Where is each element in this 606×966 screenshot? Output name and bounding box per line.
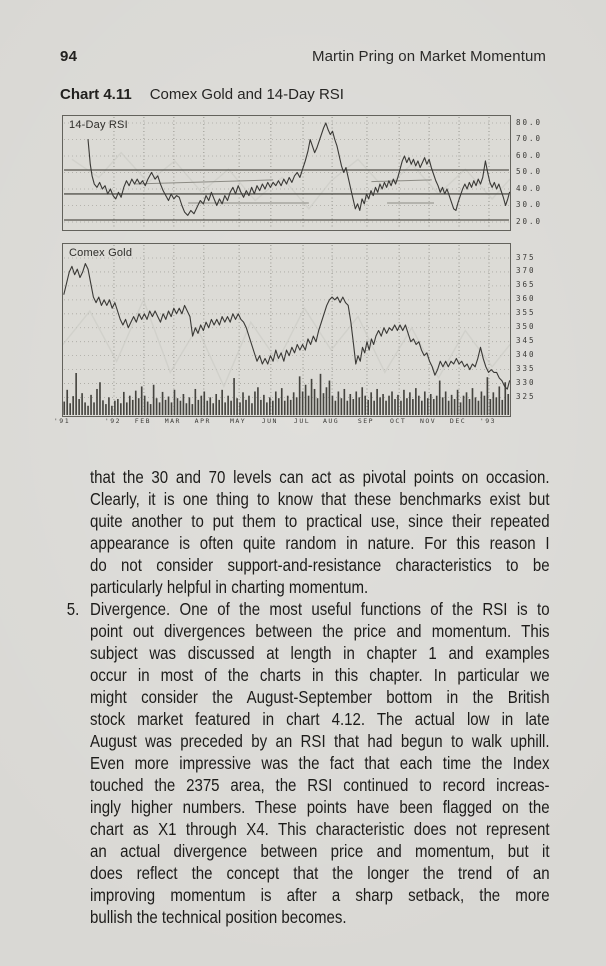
text-line: Even more impressive was the fact that each time the Index xyxy=(90,753,550,773)
y-tick-label: 365 xyxy=(516,280,536,290)
gold-chart-plot xyxy=(63,244,510,416)
list-item-number: 5. xyxy=(66,599,80,619)
y-tick-label: 330 xyxy=(516,378,536,388)
y-tick-label: 355 xyxy=(516,308,536,318)
y-tick-label: 360 xyxy=(516,294,536,304)
rsi-panel-label: 14-Day RSI xyxy=(69,119,128,131)
y-tick-label: 345 xyxy=(516,336,536,346)
x-tick-label: '93 xyxy=(479,417,497,425)
x-axis-labels xyxy=(53,417,509,429)
text-line: appearance is often quite random in nature. For this reason I xyxy=(90,533,550,553)
y-tick-label: 80.0 xyxy=(516,117,543,127)
rsi-chart-plot xyxy=(63,116,510,230)
y-tick-label: 370 xyxy=(516,266,536,276)
y-tick-label: 350 xyxy=(516,322,536,332)
x-tick-label: AUG xyxy=(322,417,340,425)
running-title: Martin Pring on Market Momentum xyxy=(311,48,546,65)
gold-panel-label: Comex Gold xyxy=(69,247,133,259)
y-tick-label: 60.0 xyxy=(516,150,543,160)
x-tick-label: SEP xyxy=(357,417,375,425)
text-line: stock market featured in chart 4.12. The actual low in late xyxy=(90,709,550,729)
text-line: might consider the August-September bottom in the British xyxy=(90,687,550,707)
text-line: point out divergences between the price and momentum. This xyxy=(90,621,550,641)
y-tick-label: 40.0 xyxy=(516,183,543,193)
x-tick-label: APR xyxy=(194,417,211,425)
text-line: occur in most of the charts in this chapter. In particular we xyxy=(90,665,550,685)
x-tick-label: '91 xyxy=(53,417,71,425)
gold-chart-panel xyxy=(62,243,511,417)
text-line: an actual divergence between price and momentum, but it xyxy=(90,841,550,861)
text-line: touched the 2375 area, the RSI continued to record increas- xyxy=(90,775,550,795)
x-tick-label: JUL xyxy=(293,417,311,425)
y-tick-label: 50.0 xyxy=(516,167,543,176)
y-tick-label: 340 xyxy=(516,350,536,360)
y-tick-label: 70.0 xyxy=(516,134,543,143)
y-tick-label: 325 xyxy=(516,392,536,401)
text-line: 5. Divergence. One of the most useful functions of the RSI is to xyxy=(66,599,550,619)
text-line: improving momentum is after a sharp setback, the more xyxy=(90,885,550,905)
text-line: bullish the technical position becomes. xyxy=(90,907,347,927)
x-tick-label: NOV xyxy=(419,417,437,425)
figure-title xyxy=(60,86,344,103)
x-tick-label: OCT xyxy=(390,417,407,425)
x-tick-label: MAY xyxy=(229,417,247,425)
figure-label: Chart 4.11 xyxy=(60,86,132,103)
y-tick-label: 20.0 xyxy=(516,216,543,226)
text-line: ingly higher numbers. These points have been flagged on the xyxy=(90,797,550,817)
text-line: subject was discussed at length in chapter 1 and examples xyxy=(90,643,550,663)
page-number: 94 xyxy=(60,48,78,65)
text-line: that the 30 and 70 levels can act as pivotal points on occasion. xyxy=(90,467,550,487)
y-tick-label: 335 xyxy=(516,364,536,374)
text-line: particularly helpful in charting momentum. xyxy=(90,577,369,597)
x-tick-label: '92 xyxy=(104,417,122,425)
rsi-chart-panel xyxy=(62,115,511,231)
text-line: do not consider support-and-resistance characteristics to be xyxy=(90,555,550,575)
text-line: quite another to put them to practical use, since their repeated xyxy=(90,511,550,531)
x-tick-label: JUN xyxy=(261,417,278,425)
text-line: Clearly, it is one thing to know that these benchmarks exist but xyxy=(90,489,550,509)
text-line: chart as X1 through X4. This characteristic does not represent xyxy=(90,819,550,839)
x-tick-label: FEB xyxy=(134,417,152,425)
y-tick-label: 375 xyxy=(516,252,536,262)
page-header xyxy=(60,48,546,66)
body-text xyxy=(66,466,550,928)
text-line: August was preceded by an RSI that had begun to walk uphill. xyxy=(90,731,550,751)
figure-caption: Comex Gold and 14-Day RSI xyxy=(149,86,344,103)
x-tick-label: MAR xyxy=(164,417,181,425)
x-tick-label: DEC xyxy=(449,417,467,425)
y-tick-label: 30.0 xyxy=(516,200,543,209)
text-line: does reflect the concept that the longer the trend of an xyxy=(90,863,550,883)
